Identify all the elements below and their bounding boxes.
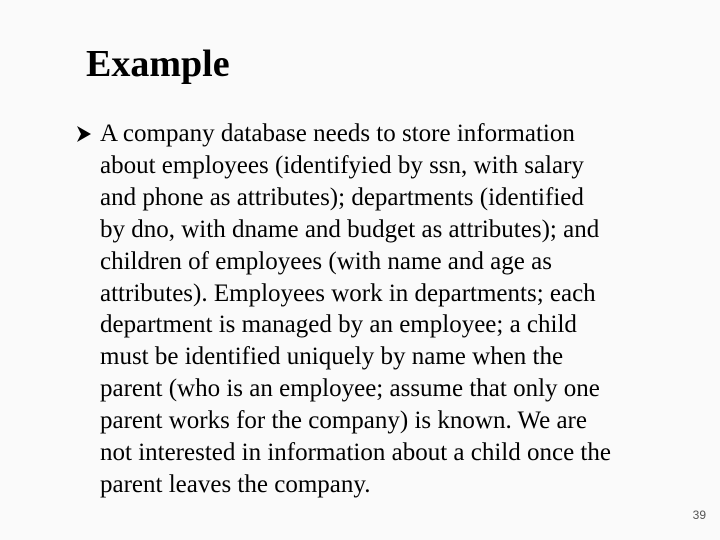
bullet-line: not interested in information about a child once the	[100, 439, 611, 467]
bullet-line: A company database needs to store information	[100, 120, 575, 147]
bullet-line: must be identified uniquely by name when the	[100, 343, 564, 371]
bullet-line: parent leaves the company.	[100, 470, 371, 498]
bullet-line: by dno, with dname and budget as attributes); and	[100, 215, 600, 243]
bullet-text	[100, 118, 611, 501]
bullet-line: parent works for the company) is known. We are	[100, 407, 587, 435]
page-number: 39	[692, 508, 706, 522]
bullet-line: parent (who is an employee; assume that only one	[100, 375, 600, 403]
slide-title: Example	[86, 43, 230, 85]
bullet-line: about employees (identifyied by ssn, with salary	[100, 151, 584, 179]
arrow-bullet-icon	[76, 118, 100, 150]
bullet-item	[76, 118, 611, 501]
bullet-line: department is managed by an employee; a child	[100, 311, 577, 339]
bullet-line: children of employees (with name and age as	[100, 247, 552, 275]
bullet-list	[76, 118, 611, 501]
bullet-line: attributes). Employees work in departments; each	[100, 279, 596, 307]
bullet-line: and phone as attributes); departments (identified	[100, 183, 584, 211]
